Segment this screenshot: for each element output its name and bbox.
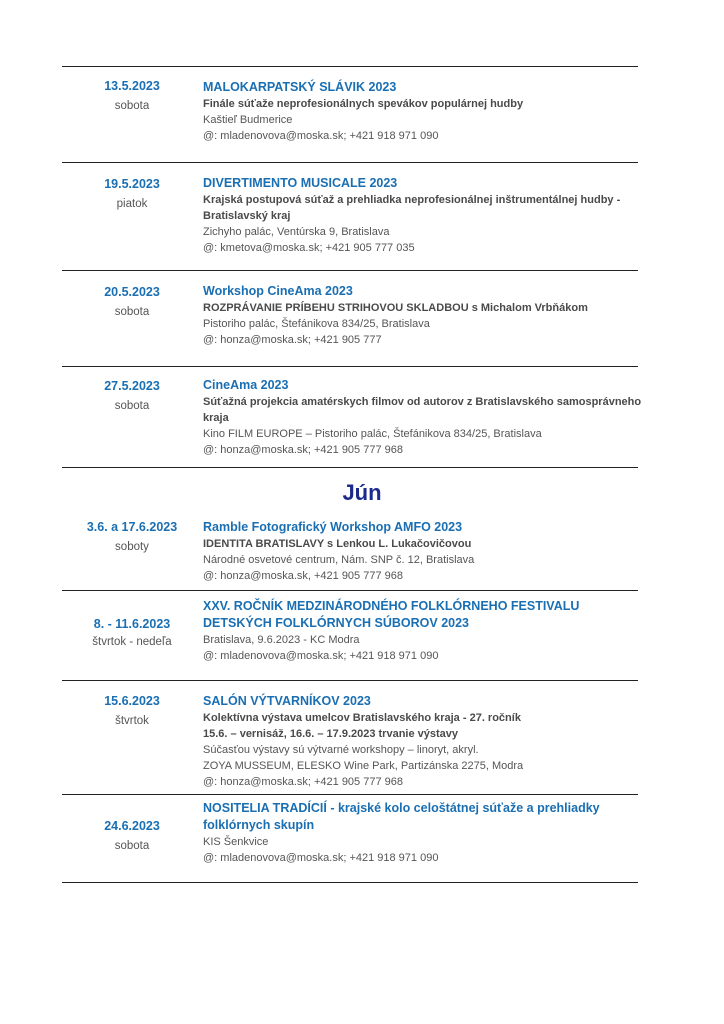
event-date-column: [62, 379, 202, 414]
event-title: MALOKARPATSKÝ SLÁVIK 2023: [203, 80, 397, 94]
event-date: 20.5.2023: [104, 285, 160, 299]
month-heading: Jún: [342, 480, 382, 505]
event-contact: @: honza@moska.sk; +421 905 777 968: [203, 776, 403, 788]
event-contact: @: mladenovova@moska.sk; +421 918 971 090: [203, 650, 439, 662]
event-date: 8. - 11.6.2023: [93, 617, 171, 631]
event-venue: Zichyho palác, Ventúrska 9, Bratislava: [203, 226, 390, 238]
event-day: štvrtok: [115, 715, 149, 727]
event-subtitle: Krajská postupová súťaž a prehliadka neprofesionálnej inštrumentálnej hudby - Bratislavský kraj: [203, 194, 621, 222]
event-title: XXV. ROČNÍK MEDZINÁRODNÉHO FOLKLÓRNEHO FESTIVALU DETSKÝCH FOLKLÓRNYCH SÚBOROV 2023: [203, 599, 580, 630]
event-day: piatok: [116, 198, 148, 210]
event-day: sobota: [114, 840, 150, 852]
event-info: [203, 79, 643, 144]
event-info: [203, 519, 643, 584]
event-contact: @: honza@moska.sk; +421 905 777 968: [203, 444, 403, 456]
event-info: [203, 800, 643, 866]
event-date-column: [62, 79, 202, 114]
event-day: štvrtok - nedeľa: [92, 636, 172, 648]
event-row: [62, 270, 638, 366]
event-venue: Pistoriho palác, Štefánikova 834/25, Bratislava: [203, 318, 430, 330]
event-venue: Kaštieľ Budmerice: [203, 114, 293, 126]
event-date: 13.5.2023: [104, 79, 160, 93]
event-day: sobota: [114, 306, 150, 318]
event-date: 19.5.2023: [104, 177, 160, 191]
event-contact: @: honza@moska.sk; +421 905 777: [203, 334, 382, 346]
event-row: [62, 366, 642, 468]
event-date: 27.5.2023: [104, 379, 160, 393]
event-title: NOSITELIA TRADÍCIÍ - krajské kolo celoštátnej súťaže a prehliadky folklórnych skupín: [203, 801, 600, 832]
event-subtitle: ROZPRÁVANIE PRÍBEHU STRIHOVOU SKLADBOU s Michalom Vrbňákom: [203, 302, 588, 314]
event-row: [62, 514, 638, 592]
event-day: sobota: [114, 400, 150, 412]
event-title: Workshop CineAma 2023: [203, 284, 353, 298]
event-day: soboty: [115, 541, 149, 553]
event-venue: Kino FILM EUROPE – Pistoriho palác, Štefánikova 834/25, Bratislava: [203, 428, 542, 440]
event-row: [62, 66, 638, 162]
event-date: 24.6.2023: [104, 819, 160, 833]
event-info: [203, 693, 643, 790]
event-contact: @: honza@moska.sk, +421 905 777 968: [203, 570, 403, 582]
event-date: 3.6. a 17.6.2023: [86, 520, 178, 534]
event-subtitle: Kolektívna výstava umelcov Bratislavského kraja - 27. ročník: [203, 712, 521, 724]
event-contact: @: mladenovova@moska.sk; +421 918 971 090: [203, 852, 439, 864]
event-day: sobota: [114, 100, 150, 112]
event-contact: @: mladenovova@moska.sk; +421 918 971 090: [203, 130, 439, 142]
event-contact: @: kmetova@moska.sk; +421 905 777 035: [203, 242, 415, 254]
event-venue: Národné osvetové centrum, Nám. SNP č. 12, Bratislava: [203, 554, 475, 566]
event-title: SALÓN VÝTVARNÍKOV 2023: [203, 694, 371, 708]
event-title: CineAma 2023: [203, 378, 289, 392]
event-subtitle: IDENTITA BRATISLAVY s Lenkou L. Lukačovičovou: [203, 538, 472, 550]
event-title: Ramble Fotografický Workshop AMFO 2023: [203, 520, 463, 534]
event-subtitle: Finále súťaže neprofesionálnych spevákov populárnej hudby: [203, 98, 524, 110]
event-venue: KIS Šenkvice: [203, 836, 269, 848]
event-date-column: [62, 819, 202, 854]
event-row: [62, 590, 638, 680]
event-date-column: [62, 520, 202, 555]
event-venue: Bratislava, 9.6.2023 - KC Modra: [203, 634, 360, 646]
event-info: [203, 283, 643, 348]
event-date: 15.6.2023: [104, 694, 160, 708]
event-info: [203, 175, 643, 256]
event-subtitle-dates: 15.6. – vernisáž, 16.6. – 17.9.2023 trvanie výstavy: [203, 728, 459, 740]
event-subtitle: Súťažná projekcia amatérskych filmov od autorov z Bratislavského samosprávneho kraja: [203, 396, 642, 424]
event-info: [203, 377, 643, 458]
event-date-column: [62, 617, 202, 650]
event-title: DIVERTIMENTO MUSICALE 2023: [203, 176, 398, 190]
event-note: Súčasťou výstavy sú výtvarné workshopy – linoryt, akryl.: [203, 744, 479, 756]
event-info: [203, 598, 643, 664]
event-date-column: [62, 285, 202, 320]
event-date-column: [62, 177, 202, 212]
event-date-column: [62, 694, 202, 729]
event-row: [62, 162, 638, 270]
event-row: [62, 680, 638, 794]
event-row: [62, 794, 638, 883]
event-venue: ZOYA MUSSEUM, ELESKO Wine Park, Partizánska 2275, Modra: [203, 760, 524, 772]
